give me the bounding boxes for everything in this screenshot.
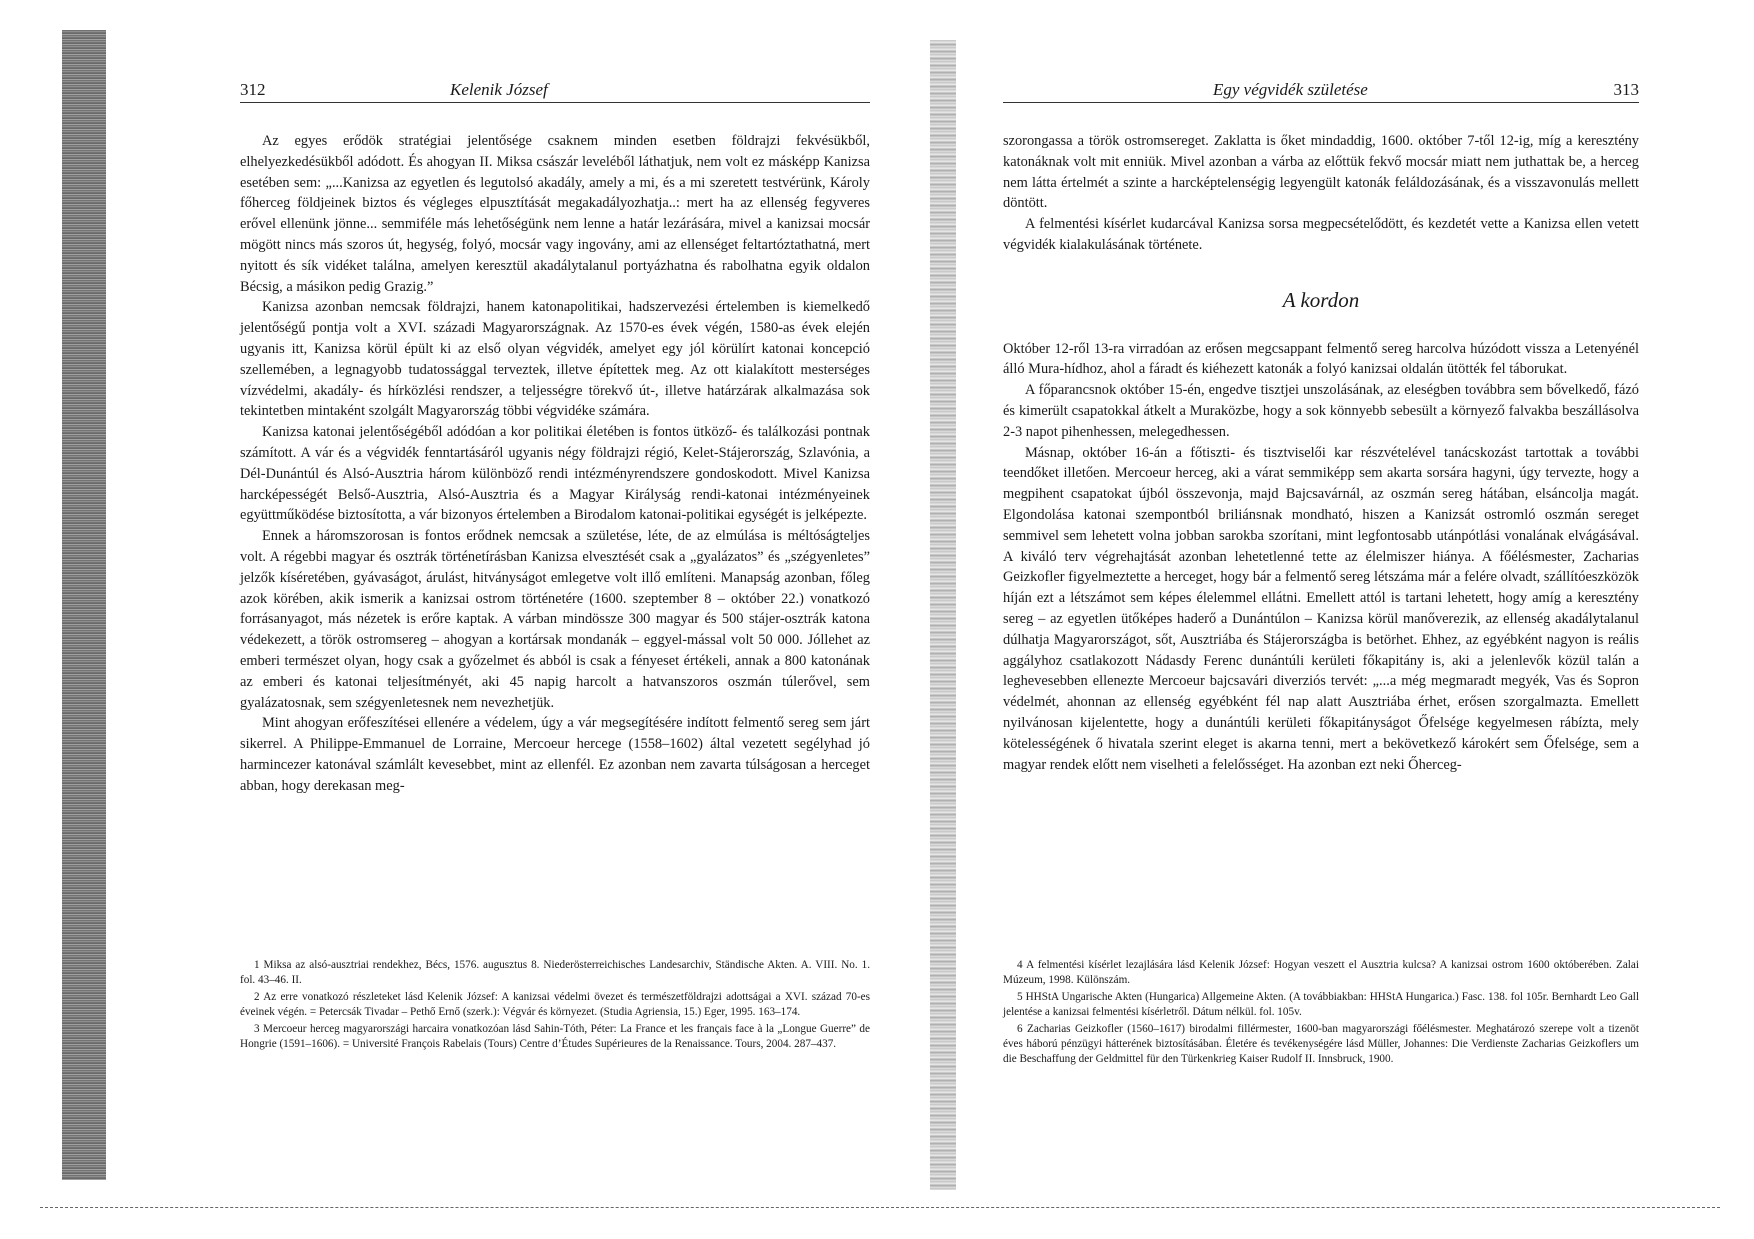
right-running-title: Egy végvidék születése [1213,80,1368,99]
paragraph: szorongassa a török ostromsereget. Zaklatta is őket mindaddig, 1600. október 7-től 12-ig, míg a keresztény katonáknak volt mit enniük. Mivel azonban a várba az előttük fekvő mocsár miatt nem juthattak be, a herceg nem látta értelmét a szinte a harcképtelenségig legyengült katonák feláldozásának, és a visszavonulás mellett döntött. [1003,133,1639,212]
paragraph: Mint ahogyan erőfeszítései ellenére a védelem, úgy a vár megsegítésére indított felmentő sereg sem járt sikerrel. A Philippe-Emmanuel de Lorraine, Mercoeur hercege (1558–1602) által vezetett segélyhad jó harmincezer katonával számlált kevesebbet, mint az ellenfél. Ez azonban nem zavarta túlságosan a herceget abban, hogy derekasan meg- [240,715,870,794]
footnote: 2 Az erre vonatkozó részleteket lásd Kelenik József: A kanizsai védelmi övezet és természetföldrajzi adottságai a XVI. század 70-es éveinek végén. = Petercsák Tivadar – Pethő Ernő (szerk.): Végvár és környezet. (Studia Agriensia, 15.) Eger, 1995. 163–174. [240,990,870,1019]
left-page [240,78,870,1051]
section-heading: A kordon [1282,287,1360,312]
paragraph: Kanizsa azonban nemcsak földrajzi, hanem katonapolitikai, hadszervezési értelemben is kiemelkedő jelentőségű pontja volt a XVI. századi Magyarországnak. Az 1570-es évek végén, 1580-as évek elején ugyanis itt, Kanizsa körül épült ki az első olyan végvidék, amelyet egy jól körülírt katonai koncepció szellemében, a legnagyobb tudatossággal terveztek, illetve építettek meg. Az ott kialakított mesterséges vízvédelmi, akadály- és hírközlési rendszer, a teljességre törekvő út-, illetve határzárak alkalmazása sok tekintetben mintaként szolgált Magyarország többi végvidéke számára. [240,299,870,420]
right-body-text [1003,131,1639,775]
gutter-shadow [930,40,956,1190]
left-footnotes [240,958,870,1053]
scan-edge-line [40,1207,1720,1208]
footnote: 5 HHStA Ungarische Akten (Hungarica) Allgemeine Akten. (A továbbiakban: HHStA Hungarica.) Fasc. 138. fol 105r. Bernhardt Leo Gall jelentése a kanizsai felmentési kísérletről. Dátum nélkül. fol. 105v. [1003,990,1639,1019]
right-footnotes [1003,958,1639,1069]
footnote: 3 Mercoeur herceg magyarországi harcaira vonatkozóan lásd Sahin-Tóth, Péter: La France et les français face à la „Longue Guerre” de Hongrie (1591–1606). = Université François Rabelais (Tours) Centre d’Études Supérieures de la Renaissance. Tours, 2004. 287–437. [240,1022,870,1051]
paragraph: Ennek a háromszorosan is fontos erődnek nemcsak a születése, léte, de az elmúlása is méltóságteljes volt. A régebbi magyar és osztrák történetírásban Kanizsa elvesztését csak a „gyalázatos” és „szégyenletes” jelzők kíséretében, gyávaságot, árulást, hitványságot emlegetve volt illő említeni. Manapság azonban, főleg azok körében, akik ismerik a kanizsai ostrom történetére (1600. szeptember 8 – október 22.) vonatkozó forrásanyagot, más nézetek is erőre kaptak. A várban mindössze 300 magyar és 500 stájer-osztrák katona védekezett, a török ostromsereg – ahogyan a kortársak mondanák – eggyel-mással volt 50 000. Jóllehet az emberi természet olyan, hogy csak a győzelmet és abból is csak a fényeset értékeli, annak a 800 katonának az emberi és katonai teljesítményét, aki 45 napig harcolt a hatvanszoros oszmán túlerővel, sem gyalázatosnak, sem szégyenletesnek nem nevezhetjük. [240,528,870,711]
left-running-head [240,78,870,103]
left-body-text [240,131,870,797]
right-running-head [1003,78,1639,103]
paragraph: Az egyes erődök stratégiai jelentősége csaknem minden esetben földrajzi fekvésükből, elhelyezkedésükből adódott. És ahogyan II. Miksa császár leveléből láthatjuk, nem volt ez másképp Kanizsa esetében sem: „...Kanizsa az egyetlen és legutolsó akadály, amely a mi, és a mi szeretett testvérünk, Károly főherceg földjeinek biztos és végleges elpusztítását megakadályozhatja..: mert ha az ellenség fegyveres erővel ellenünk jönne... semmiféle más lehetőségünk nem lenne a határ lezárására, mivel a kanizsai mocsár mögött nincs más szoros út, hegység, folyó, mocsár vagy ingovány, ami az ellenséget feltartóztathatná, mert nyitott és sík vidéket találna, amelyen keresztül akadálytalanul portyázhatna és rabolhatna egyik oldalon Bécsig, a másikon pedig Grazig.” [240,133,870,295]
paragraph: A felmentési kísérlet kudarcával Kanizsa sorsa megpecsételődött, és kezdetét vette a Kanizsa ellen vetett végvidék kialakulásának története. [1003,216,1639,253]
book-spine-shadow [62,30,106,1180]
right-page [1003,78,1639,1066]
left-page-number: 312 [240,80,266,99]
paragraph: A főparancsnok október 15-én, engedve tisztjei unszolásának, az eleségben továbbra sem bővelkedő, fázó és kimerült csapatokkal átkelt a Muraközbe, hogy a sok könnyebb sebesült a környező falvakba beszállásolva 2-3 napot pihenhessen, melegedhessen. [1003,382,1639,440]
footnote: 1 Miksa az alsó-ausztriai rendekhez, Bécs, 1576. augusztus 8. Niederösterreichisches Landesarchiv, Ständische Akten. A. VIII. No. 1. fol. 43–46. II. [240,959,870,987]
paragraph: Kanizsa katonai jelentőségéből adódóan a kor politikai életében is fontos ütköző- és találkozási pontnak számított. A vár és a végvidék fenntartásáról ugyanis négy földrajzi régió, Kelet-Stájerország, Szlavónia, a Dél-Dunántúl és Alsó-Ausztria három különböző rendi intézményrendszere gondoskodott. Mivel Kanizsa harcképességét Belső-Ausztria, Alsó-Ausztria és a Magyar Királyság rendi-katonai intézményeinek együttműködése biztosította, a vár bizonyos értelemben a Birodalom katonai-politikai egységét is jelképezte. [240,424,870,524]
left-running-title: Kelenik József [450,80,548,99]
footnote: 4 A felmentési kísérlet lezajlására lásd Kelenik József: Hogyan veszett el Ausztria kulcsa? A kanizsai ostrom 1600 októberében. Zalai Múzeum, 1998. Különszám. [1003,959,1639,987]
right-page-number: 313 [1613,80,1639,99]
paragraph: Október 12-ről 13-ra virradóan az erősen megcsappant felmentő sereg harcolva húzódott vissza a Letenyénél álló Mura-hídhoz, ahol a fáradt és kiéhezett katonák a folyó kanizsai oldalán ütötték fel táborukat. [1003,340,1639,378]
footnote: 6 Zacharias Geizkofler (1560–1617) birodalmi fillérmester, 1600-ban magyarországi főélésmester. Meghatározó szerepe volt a tizenöt éves háború pénzügyi hátterének biztosításában. Életére és tevékenységére lásd Müller, Johannes: Die Verdienste Zacharias Geizkoflers um die Beschaffung der Geldmittel für den Türkenkrieg Kaiser Rudolf II. Innsbruck, 1900. [1003,1022,1639,1066]
paragraph: Másnap, október 16-án a főtiszti- és tisztviselői kar részvételével tanácskozást tartottak a további teendőket illetően. Mercoeur herceg, aki a várat semmiképp sem akarta sorsára hagyni, úgy tervezte, hogy a megpihent csapatokat újból összevonja, majd Bajcsavárnál, az oszmán sereg hátában, elsáncolja magát. Elgondolása katonai szempontból briliánsnak mondható, hiszen a Kanizsát ostromló oszmán sereget semmivel sem lehetett volna jobban sarokba szorítani, mint legfontosabb utánpótlási vonalának elvágásával. A kiváló terv végrehajtását azonban lehetetlenné tette az élelmiszer hiánya. A főélésmester, Zacharias Geizkofler figyelmeztette a herceget, hogy bár a felmentő sereg létszáma már a felére olvadt, szállítóeszközök híján ezt a létszámot sem képes élelemmel ellátni. Emellett attól is tartani lehetett, hogy amíg a keresztény sereg – az egyetlen ütőképes haderő a Dunántúlon – Kanizsa körül manőverezik, az ellenség akadálytalanul dúlhatja Magyarországot, sőt, Ausztriába és Stájerországba is betörhet. Ehhez, az egyébként nagyon is reális aggályhoz csatlakozott Nádasdy Ferenc dunántúli kerületi főkapitány is, aki a jelenlevők közül talán a leghevesebben ellenezte Mercoeur bajcsavári diverziós tervét: „...a még megmaradt megyék, Vas és Sopron védelmét, ahonnan az ellenség egyébként fél nap alatt Ausztriába érhet, erősen szorgalmazta. Emellett nyilvánosan kijelentette, hogy a dunántúli kerületi főkapitányságot Őfelsége kegyelmesen rábízta, mely kötelességének ő hivatala szerint eleget is akarna tenni, mert a bekövetkező károkért sem Őfelsége, sem a magyar rendek előtt nem viselheti a felelősséget. Ha azonban ezt neki Őherceg- [1003,444,1639,773]
